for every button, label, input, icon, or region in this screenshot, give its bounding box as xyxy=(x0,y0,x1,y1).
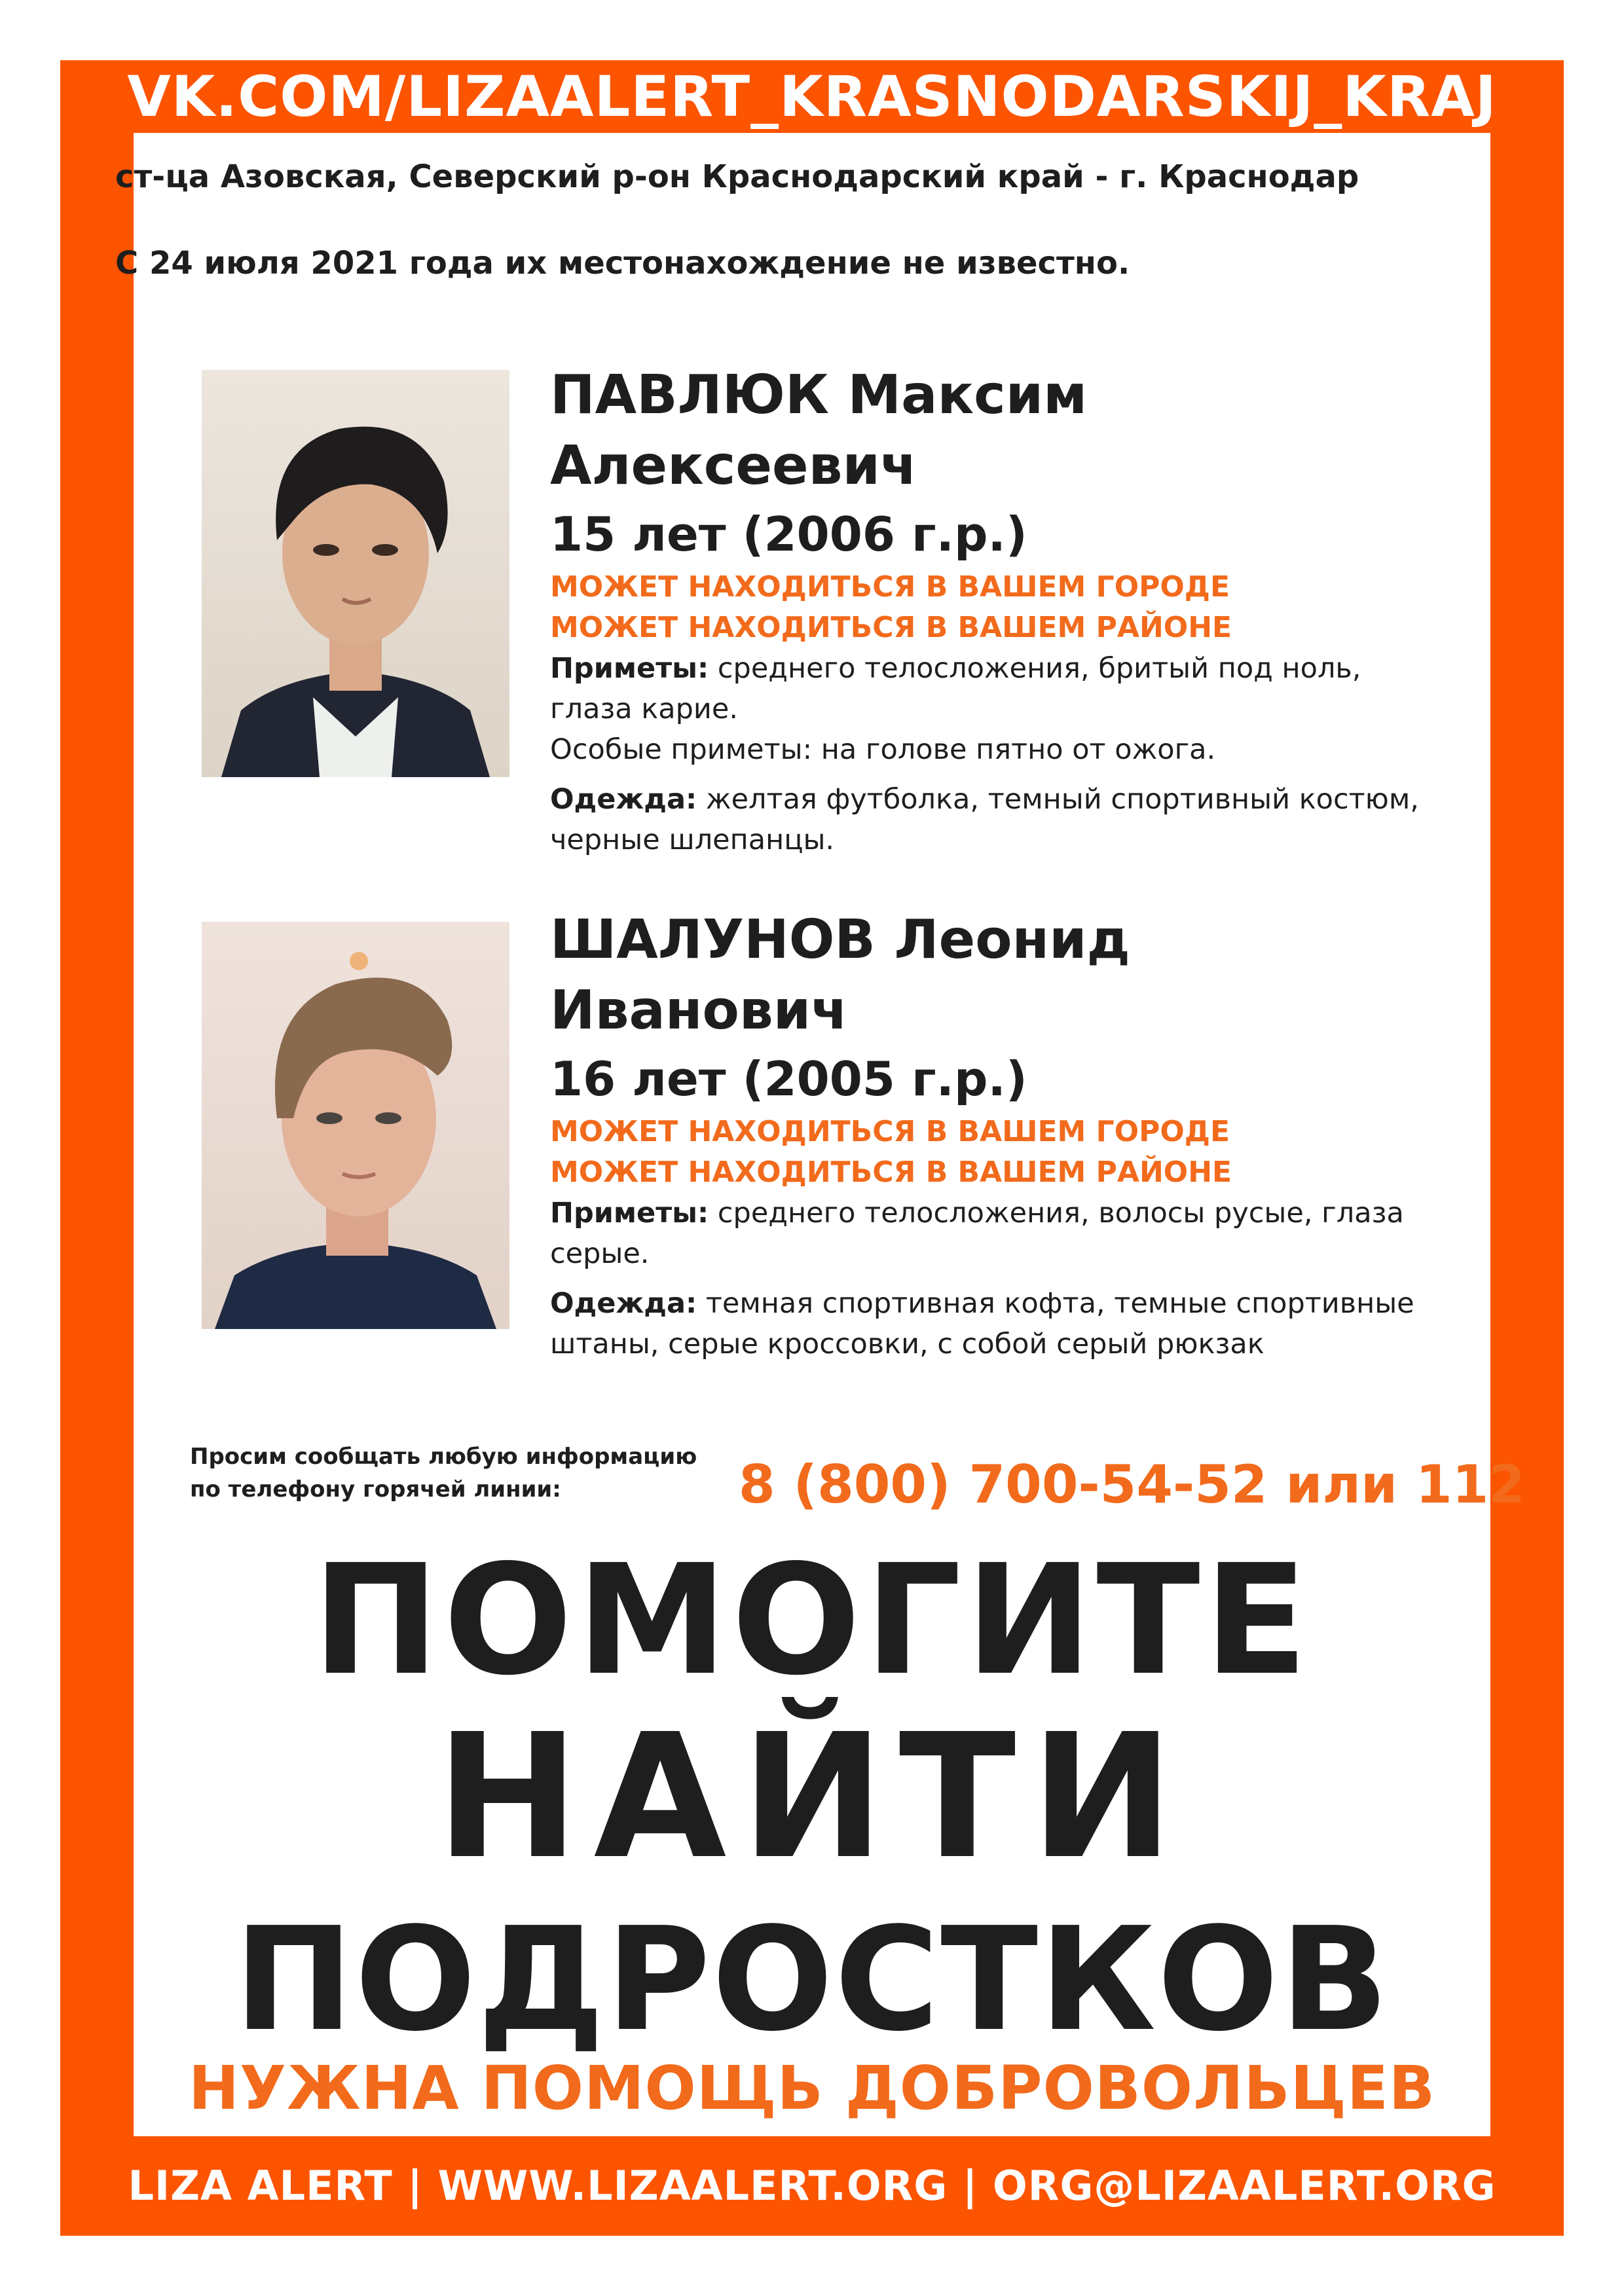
headline-line3: ПОДРОСТКОВ xyxy=(234,1897,1390,2063)
hotline-request-text xyxy=(190,1440,779,1506)
volunteers-needed-text: НУЖНА ПОМОЩЬ ДОБРОВОЛЬЦЕВ xyxy=(189,2053,1435,2123)
signs-text: среднего телосложения, волосы русые, глаза серые. xyxy=(550,1197,1404,1270)
headline-line1: ПОМОГИТЕ xyxy=(312,1532,1312,1709)
signs-label: Приметы: xyxy=(550,652,709,685)
footer-links[interactable]: LIZA ALERT | WWW.LIZAALERT.ORG | ORG@LIZAALERT.ORG xyxy=(128,2162,1496,2210)
hotline-phone-number[interactable]: 8 (800) 700-54-52 или 112 xyxy=(739,1454,1525,1515)
signs-text: среднего телосложения, бритый под ноль, глаза карие. xyxy=(550,652,1361,725)
person-age: 15 лет (2006 г.р.) xyxy=(550,507,1027,562)
flag-district: МОЖЕТ НАХОДИТЬСЯ В ВАШЕМ РАЙОНЕ xyxy=(550,1156,1232,1189)
person-name-line1: ШАЛУНОВ Леонид xyxy=(550,909,1130,971)
person-signs xyxy=(550,648,1441,729)
clothes-label: Одежда: xyxy=(550,1287,697,1320)
person-clothes xyxy=(550,1283,1441,1364)
person-photo-shalunov xyxy=(202,922,509,1329)
hotline-text-line1: Просим сообщать любую информацию xyxy=(190,1444,697,1470)
location-text: ст-ца Азовская, Северский р-он Краснодарский край - г. Краснодар xyxy=(115,158,1359,195)
person-name-line2: Алексеевич xyxy=(550,435,917,497)
clothes-text: желтая футболка, темный спортивный костюм, черные шлепанцы. xyxy=(550,783,1419,856)
missing-since-text: С 24 июля 2021 года их местонахождение не известно. xyxy=(115,245,1130,282)
person-special-signs: Особые приметы: на голове пятно от ожога. xyxy=(550,733,1216,766)
flag-city: МОЖЕТ НАХОДИТЬСЯ В ВАШЕМ ГОРОДЕ xyxy=(550,1115,1230,1148)
person-info-shalunov xyxy=(550,905,1467,1364)
portrait-illustration xyxy=(202,922,509,1329)
headline-line2: НАЙТИ xyxy=(435,1697,1189,1897)
person-name-line1: ПАВЛЮК Максим xyxy=(550,364,1088,426)
clothes-label: Одежда: xyxy=(550,783,697,816)
flag-city: МОЖЕТ НАХОДИТЬСЯ В ВАШЕМ ГОРОДЕ xyxy=(550,570,1230,604)
person-age: 16 лет (2005 г.р.) xyxy=(550,1051,1027,1106)
flag-district: МОЖЕТ НАХОДИТЬСЯ В ВАШЕМ РАЙОНЕ xyxy=(550,611,1232,644)
portrait-illustration xyxy=(202,370,509,777)
person-photo-pavlyuk xyxy=(202,370,509,777)
hotline-text-line2: по телефону горячей линии: xyxy=(190,1476,561,1503)
person-name-line2: Иванович xyxy=(550,979,848,1042)
person-signs xyxy=(550,1193,1441,1274)
signs-label: Приметы: xyxy=(550,1197,709,1230)
clothes-text: темная спортивная кофта, темные спортивные штаны, серые кроссовки, с собой серый рюкзак xyxy=(550,1287,1414,1360)
person-clothes xyxy=(550,779,1441,860)
person-info-pavlyuk xyxy=(550,360,1467,860)
header-vk-url[interactable]: VK.COM/LIZAALERT_KRASNODARSKIJ_KRAJ xyxy=(127,64,1497,130)
